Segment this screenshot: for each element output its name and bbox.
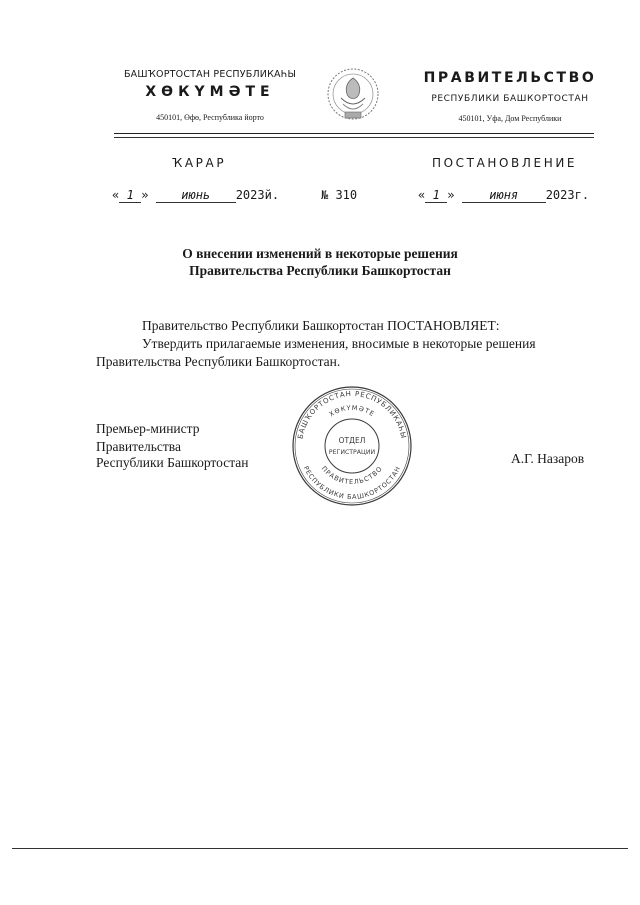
date-right-close-quote: » [447,188,455,202]
svg-text:ПРАВИТЕЛЬСТВО [320,465,385,486]
header-divider-thin [114,137,594,138]
date-left-day: 1 [119,188,141,203]
stamp-inner-top-text: ХӨКҮМӘТЕ [327,403,377,419]
signatory-position-line-3: Республики Башкортостан [96,455,249,470]
body-paragraph-line-2: Утвердить прилагаемые изменения, вносимые в некоторые решения [142,336,536,351]
header-divider-thick [114,133,594,134]
svg-text:ХӨКҮМӘТЕ [328,404,377,419]
doc-type-right: ПОСТАНОВЛЕНИЕ [432,156,578,170]
date-right-open-quote: « [418,188,426,202]
body-paragraph-line-1: Правительство Республики Башкортостан ПОСТАНОВЛЯЕТ: [142,318,500,333]
header-left-republic: БАШҠОРТОСТАН РЕСПУБЛИКАҺЫ [123,69,297,80]
date-right-year: 2023г. [545,188,590,202]
doc-type-left: ҠАРАР [172,156,227,170]
stamp-outer-bottom-text: РЕСПУБЛИКИ БАШКОРТОСТАН [301,464,403,502]
body-paragraph-line-3: Правительства Республики Башкортостан. [96,354,341,369]
stamp-outer-top-text: БАШҠОРТОСТАН РЕСПУБЛИКАҺЫ [296,389,408,440]
date-left-month: июнь [156,188,236,203]
coat-of-arms-emblem [325,64,381,126]
date-right-month: июня [462,188,546,203]
header-left-government: ХӨКҮМӘТЕ [145,84,275,100]
date-right [418,188,589,203]
stamp-center-line-2: РЕГИСТРАЦИИ [328,449,376,456]
stamp-inner-bottom-text: ПРАВИТЕЛЬСТВО [319,464,385,487]
footer-divider [12,848,628,849]
stamp-center-line-1: ОТДЕЛ [338,436,366,445]
document-title-line-1: О внесении изменений в некоторые решения [182,246,458,261]
document-number: № 310 [321,188,358,202]
header-right-address: 450101, Уфа, Дом Республики [458,114,562,123]
header-right-government: ПРАВИТЕЛЬСТВО [423,70,597,86]
header-right-republic: РЕСПУБЛИКИ БАШКОРТОСТАН [431,94,589,104]
date-left-year: 2023й. [235,188,280,202]
date-right-day: 1 [425,188,447,203]
signatory-position-line-2: Правительства [96,439,181,454]
document-title-line-2: Правительства Республики Башкортостан [189,263,451,278]
date-left-close-quote: » [141,188,149,202]
date-left [112,188,279,203]
registration-stamp [290,384,414,508]
header-left-address: 450101, Өфө, Республика йорто [156,113,264,122]
signatory-name: А.Г. Назаров [511,451,585,466]
svg-text:БАШҠОРТОСТАН РЕСПУБЛИКАҺЫ [296,390,407,440]
date-left-open-quote: « [112,188,120,202]
signatory-position-line-1: Премьер-министр [96,421,200,436]
